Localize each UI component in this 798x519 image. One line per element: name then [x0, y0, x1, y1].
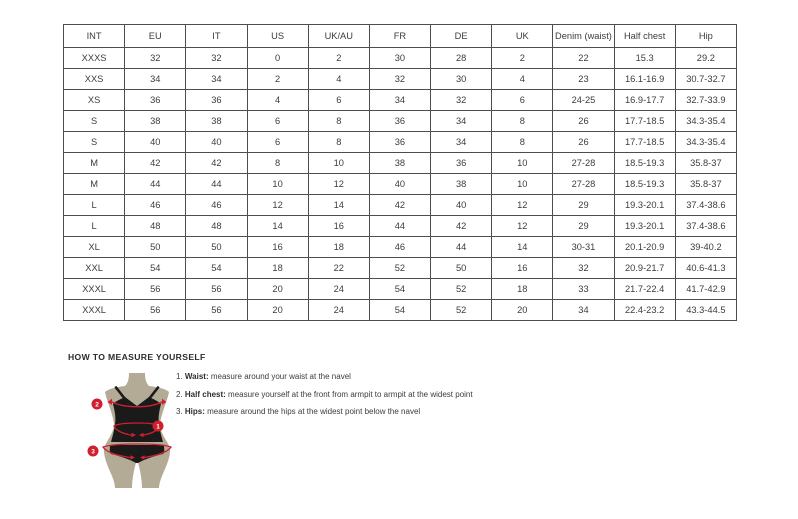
size-cell: 17.7-18.5 [614, 132, 675, 153]
size-cell: 8 [492, 132, 553, 153]
size-row-label: L [64, 216, 125, 237]
size-chart-row [64, 237, 737, 258]
size-cell: 12 [308, 174, 369, 195]
column-header-de: DE [431, 25, 492, 48]
size-row-label: XL [64, 237, 125, 258]
size-cell: 23 [553, 69, 614, 90]
size-cell: 22 [553, 48, 614, 69]
size-cell: 15.3 [614, 48, 675, 69]
step-number: 1. [176, 372, 183, 381]
badge-half-chest [92, 399, 103, 410]
size-cell: 16 [247, 237, 308, 258]
size-cell: 24 [308, 300, 369, 321]
size-cell: 20.9-21.7 [614, 258, 675, 279]
size-chart-row [64, 69, 737, 90]
size-cell: 36 [431, 153, 492, 174]
step-label: Hips: [184, 407, 205, 416]
size-cell: 42 [125, 153, 186, 174]
size-cell: 27-28 [553, 174, 614, 195]
size-cell: 54 [369, 300, 430, 321]
size-cell: 20 [492, 300, 553, 321]
size-cell: 24 [308, 279, 369, 300]
size-chart-row [64, 279, 737, 300]
size-cell: 32 [431, 90, 492, 111]
size-chart-row [64, 132, 737, 153]
size-cell: 36 [125, 90, 186, 111]
size-cell: 38 [369, 153, 430, 174]
size-cell: 34 [431, 132, 492, 153]
size-cell: 34.3-35.4 [675, 111, 736, 132]
size-cell: 12 [247, 195, 308, 216]
size-cell: 8 [492, 111, 553, 132]
size-cell: 32 [369, 69, 430, 90]
size-cell: 6 [308, 90, 369, 111]
size-cell: 10 [492, 174, 553, 195]
size-cell: 16.9-17.7 [614, 90, 675, 111]
size-cell: 22.4-23.2 [614, 300, 675, 321]
size-cell: 52 [431, 300, 492, 321]
size-chart-table [63, 24, 737, 321]
size-cell: 50 [125, 237, 186, 258]
size-cell: 8 [247, 153, 308, 174]
size-cell: 42 [431, 216, 492, 237]
size-cell: 0 [247, 48, 308, 69]
size-cell: 35.8-37 [675, 153, 736, 174]
size-chart-row [64, 48, 737, 69]
size-cell: 30.7-32.7 [675, 69, 736, 90]
size-cell: 44 [125, 174, 186, 195]
size-cell: 46 [186, 195, 247, 216]
size-cell: 12 [492, 195, 553, 216]
size-row-label: XXXL [64, 300, 125, 321]
step-number: 3. [176, 407, 183, 416]
measure-step-hips [176, 403, 473, 421]
size-cell: 54 [186, 258, 247, 279]
size-cell: 12 [492, 216, 553, 237]
size-row-label: XXXL [64, 279, 125, 300]
size-row-label: S [64, 132, 125, 153]
size-cell: 20 [247, 300, 308, 321]
size-chart-header-row [64, 25, 737, 48]
badge-half-chest-number: 2 [95, 401, 99, 409]
column-header-half-chest: Half chest [614, 25, 675, 48]
size-cell: 29.2 [675, 48, 736, 69]
size-chart-row [64, 90, 737, 111]
size-cell: 36 [369, 111, 430, 132]
step-text: measure yourself at the front from armpit to armpit at the widest point [228, 389, 473, 399]
size-cell: 56 [125, 300, 186, 321]
measure-section-title: HOW TO MEASURE YOURSELF [68, 352, 206, 362]
size-cell: 37.4-38.6 [675, 195, 736, 216]
size-cell: 40 [125, 132, 186, 153]
size-cell: 33 [553, 279, 614, 300]
size-cell: 16.1-16.9 [614, 69, 675, 90]
size-row-label: XS [64, 90, 125, 111]
size-cell: 4 [492, 69, 553, 90]
size-chart-header [64, 25, 737, 48]
size-cell: 43.3-44.5 [675, 300, 736, 321]
size-cell: 35.8-37 [675, 174, 736, 195]
size-cell: 19.3-20.1 [614, 195, 675, 216]
size-cell: 46 [369, 237, 430, 258]
size-cell: 18 [308, 237, 369, 258]
size-cell: 14 [308, 195, 369, 216]
size-cell: 54 [125, 258, 186, 279]
size-cell: 30-31 [553, 237, 614, 258]
size-row-label: XXXS [64, 48, 125, 69]
column-header-eu: EU [125, 25, 186, 48]
size-cell: 34.3-35.4 [675, 132, 736, 153]
size-cell: 54 [369, 279, 430, 300]
size-cell: 20.1-20.9 [614, 237, 675, 258]
size-cell: 8 [308, 111, 369, 132]
size-cell: 36 [369, 132, 430, 153]
size-cell: 44 [431, 237, 492, 258]
size-cell: 26 [553, 111, 614, 132]
size-cell: 6 [247, 132, 308, 153]
size-chart-row [64, 258, 737, 279]
size-cell: 29 [553, 216, 614, 237]
size-cell: 10 [247, 174, 308, 195]
size-cell: 19.3-20.1 [614, 216, 675, 237]
size-cell: 48 [125, 216, 186, 237]
size-cell: 6 [492, 90, 553, 111]
size-row-label: L [64, 195, 125, 216]
size-cell: 38 [186, 111, 247, 132]
size-chart-row [64, 216, 737, 237]
size-chart-row [64, 195, 737, 216]
size-cell: 56 [186, 279, 247, 300]
size-cell: 2 [247, 69, 308, 90]
size-cell: 30 [369, 48, 430, 69]
badge-waist [153, 421, 164, 432]
size-cell: 40 [369, 174, 430, 195]
size-cell: 18.5-19.3 [614, 174, 675, 195]
size-cell: 56 [125, 279, 186, 300]
size-cell: 6 [247, 111, 308, 132]
size-row-label: M [64, 174, 125, 195]
size-cell: 52 [369, 258, 430, 279]
size-cell: 10 [492, 153, 553, 174]
column-header-uk-au: UK/AU [308, 25, 369, 48]
size-cell: 42 [369, 195, 430, 216]
column-header-int: INT [64, 25, 125, 48]
size-chart-row [64, 111, 737, 132]
size-cell: 32 [553, 258, 614, 279]
size-cell: 44 [369, 216, 430, 237]
step-number: 2. [176, 389, 183, 399]
size-cell: 34 [186, 69, 247, 90]
size-cell: 4 [247, 90, 308, 111]
size-cell: 40 [431, 195, 492, 216]
size-cell: 27-28 [553, 153, 614, 174]
step-text: measure around your waist at the navel [210, 372, 351, 381]
size-cell: 38 [125, 111, 186, 132]
column-header-us: US [247, 25, 308, 48]
size-cell: 8 [308, 132, 369, 153]
size-cell: 40.6-41.3 [675, 258, 736, 279]
column-header-uk: UK [492, 25, 553, 48]
badge-waist-number: 1 [156, 423, 160, 431]
size-cell: 29 [553, 195, 614, 216]
size-cell: 34 [553, 300, 614, 321]
size-cell: 46 [125, 195, 186, 216]
size-cell: 42 [186, 153, 247, 174]
step-text: measure around the hips at the widest point below the navel [207, 407, 421, 416]
size-cell: 2 [308, 48, 369, 69]
measure-step-half-chest [176, 386, 473, 404]
size-cell: 44 [186, 174, 247, 195]
column-header-hip: Hip [675, 25, 736, 48]
size-cell: 14 [492, 237, 553, 258]
size-chart-row [64, 300, 737, 321]
size-cell: 48 [186, 216, 247, 237]
size-cell: 34 [369, 90, 430, 111]
size-cell: 16 [492, 258, 553, 279]
size-row-label: XXL [64, 258, 125, 279]
column-header-denim-waist-: Denim (waist) [553, 25, 614, 48]
size-cell: 34 [125, 69, 186, 90]
size-cell: 32 [186, 48, 247, 69]
size-cell: 37.4-38.6 [675, 216, 736, 237]
size-cell: 20 [247, 279, 308, 300]
size-cell: 21.7-22.4 [614, 279, 675, 300]
badge-hips-number: 3 [91, 448, 95, 456]
size-cell: 50 [186, 237, 247, 258]
size-cell: 36 [186, 90, 247, 111]
size-cell: 16 [308, 216, 369, 237]
size-cell: 32.7-33.9 [675, 90, 736, 111]
size-cell: 4 [308, 69, 369, 90]
size-cell: 18.5-19.3 [614, 153, 675, 174]
size-cell: 24-25 [553, 90, 614, 111]
size-chart-body [64, 48, 737, 321]
size-cell: 50 [431, 258, 492, 279]
size-cell: 39-40.2 [675, 237, 736, 258]
step-label: Half chest: [184, 389, 226, 399]
step-label: Waist: [184, 372, 209, 381]
size-cell: 26 [553, 132, 614, 153]
size-cell: 10 [308, 153, 369, 174]
size-cell: 41.7-42.9 [675, 279, 736, 300]
size-cell: 14 [247, 216, 308, 237]
size-cell: 52 [431, 279, 492, 300]
column-header-it: IT [186, 25, 247, 48]
size-cell: 2 [492, 48, 553, 69]
size-cell: 18 [247, 258, 308, 279]
size-cell: 22 [308, 258, 369, 279]
size-chart-row [64, 174, 737, 195]
size-cell: 28 [431, 48, 492, 69]
badge-hips [88, 446, 99, 457]
size-cell: 38 [431, 174, 492, 195]
measure-step-waist [176, 368, 473, 386]
size-cell: 18 [492, 279, 553, 300]
size-row-label: XXS [64, 69, 125, 90]
size-row-label: M [64, 153, 125, 174]
size-cell: 56 [186, 300, 247, 321]
size-row-label: S [64, 111, 125, 132]
column-header-fr: FR [369, 25, 430, 48]
size-cell: 30 [431, 69, 492, 90]
size-cell: 40 [186, 132, 247, 153]
measure-steps [176, 368, 473, 421]
size-cell: 32 [125, 48, 186, 69]
size-cell: 17.7-18.5 [614, 111, 675, 132]
size-chart-row [64, 153, 737, 174]
size-cell: 34 [431, 111, 492, 132]
